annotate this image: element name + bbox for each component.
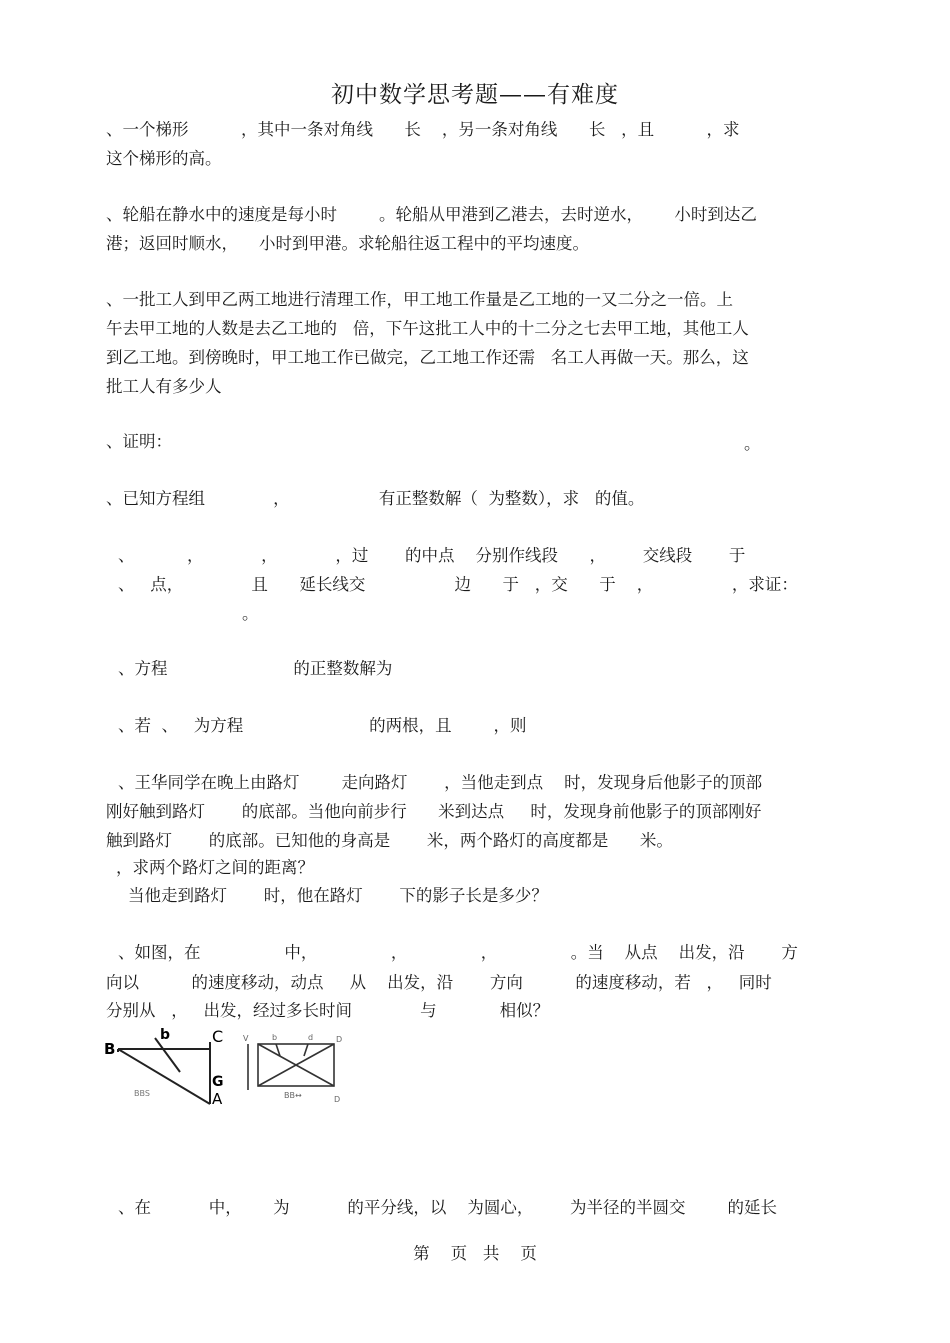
rectangle-figure-right [240, 1030, 350, 1106]
label-length-left: BBS [134, 1089, 150, 1098]
problem-6-line-2: 、 点， 且 延长线交 边 于 ，交 于 ， ，求证： [118, 575, 798, 594]
problem-3-line-2: 午去甲工地的人数是去乙工地的 倍，下午这批工人中的十二分之七去甲工地，其他工人 [106, 319, 749, 338]
problem-1-line-1: 、一个梯形 ，其中一条对角线 长 ，另一条对角线 长 ，且 ，求 [106, 120, 740, 139]
problem-3-line-4: 批工人有多少人 [106, 377, 222, 396]
problem-1-line-2: 这个梯形的高。 [106, 149, 222, 168]
label-g-point: G [212, 1074, 224, 1090]
problem-4-end: 。 [744, 434, 761, 453]
label-d-top-right: D [336, 1035, 343, 1044]
label-length-right: BB↔ [284, 1091, 302, 1100]
label-c-vertex: C [212, 1027, 224, 1046]
label-a-vertex: A [212, 1090, 223, 1108]
problem-2-line-1: 、轮船在静水中的速度是每小时 。轮船从甲港到乙港去，去时逆水， 小时到达乙 [106, 205, 757, 224]
problem-11-line-1: 、在 中， 为 的平分线，以 为圆心， 为半径的半圆交 的延长 [118, 1198, 778, 1217]
label-d-right: d [308, 1033, 314, 1042]
problem-9-line-3: 触到路灯 的底部。已知他的身高是 米，两个路灯的高度都是 米。 [106, 831, 673, 850]
label-b-right: b [272, 1033, 278, 1042]
problem-8-line-1: 、若 、 为方程 的两根，且 ，则 [118, 716, 527, 735]
problem-10-line-3: 分别从 ， 出发，经过多长时间 与 相似？ [106, 1001, 550, 1020]
problem-9-part-1: ，求两个路灯之间的距离？ [116, 858, 314, 877]
problem-4-line-1: 、证明： [106, 432, 172, 451]
label-b-vertex: B [104, 1040, 116, 1058]
label-b-top: b [160, 1027, 171, 1043]
problem-10-line-2: 向以 的速度移动，动点 从 出发，沿 方向 的速度移动，若 ， 同时 [106, 973, 772, 992]
page-footer: 第 页 共 页 [413, 1244, 537, 1263]
problem-9-line-2: 刚好触到路灯 的底部。当他向前步行 米到达点 时，发现身前他影子的顶部刚好 [106, 802, 762, 821]
problem-5-line-1: 、已知方程组 ， 有正整数解（ 为整数），求 的值。 [106, 489, 645, 508]
label-d-bottom-right: D [334, 1095, 341, 1104]
problem-9-line-1: 、王华同学在晚上由路灯 走向路灯 ，当他走到点 时，发现身后他影子的顶部 [118, 773, 763, 792]
problem-2-line-2: 港；返回时顺水， 小时到甲港。求轮船往返工程中的平均速度。 [106, 234, 589, 253]
problem-6-line-1: 、 ， ， ，过 的中点 分别作线段 ， 交线段 于 [118, 546, 746, 565]
problem-3-line-3: 到乙工地。到傍晚时，甲工地工作已做完，乙工地工作还需 名工人再做一天。那么，这 [106, 348, 749, 367]
problem-7-line-1: 、方程 的正整数解为 [118, 659, 393, 678]
problem-9-part-2: 当他走到路灯 时，他在路灯 下的影子长是多少？ [128, 886, 548, 905]
label-v-right: V [243, 1034, 249, 1043]
problem-6-end: 。 [242, 604, 259, 623]
triangle-figure-left [100, 1024, 240, 1108]
problem-3-line-1: 、一批工人到甲乙两工地进行清理工作，甲工地工作量是乙工地的一又二分之一倍。上 [106, 290, 733, 309]
problem-10-line-1: 、如图，在 中， ， ， 。当 从点 出发，沿 方 [118, 943, 798, 962]
page-title: 初中数学思考题——有难度 [331, 82, 619, 108]
